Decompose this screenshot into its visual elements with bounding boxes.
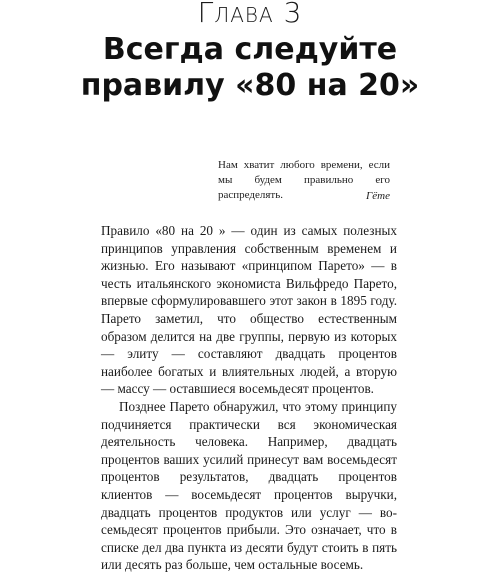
paragraph: Правило «80 на 20 » — один из самых полезных принципов управления собственным временем и жизнью. Его называют «принципом Парето» — в честь итальянского экономиста Вильфредо Парето, впервые сформулировавшего этот закон в 1895 году. Парето заметил, что общество естественным образом делится на две группы, первую из которых — элиту — составляют двадцать процентов наиболее богатых и влиятельных людей, а вторую — массу — оставшиеся восемьдесят процентов. xyxy=(101,223,397,397)
chapter-label: Глава 3 xyxy=(197,0,303,29)
epigraph-quote: Нам хватит любого времени, если мы будем правильно его распределять. xyxy=(218,159,390,201)
chapter-title: Всегда следуйте правилу «80 на 20» xyxy=(80,32,420,103)
paragraph: Позднее Парето обнаружил, что этому принципу подчиняется практически вся экономическая деятельность человека. Например, двадцать процентов ваших усилий принесут вам восемьдесят процентов результатов, двадцать процентов клиентов — восемьдесят процентов выручки, двадцать процентов продуктов или услуг — восемьдесят процентов прибыли. Это означает, что в списке дел два пункта из десяти будут стоить в пять или десять раз больше, чем остальные восемь. xyxy=(101,398,397,573)
epigraph-author: Гёте xyxy=(366,190,390,202)
body-text xyxy=(101,222,397,574)
